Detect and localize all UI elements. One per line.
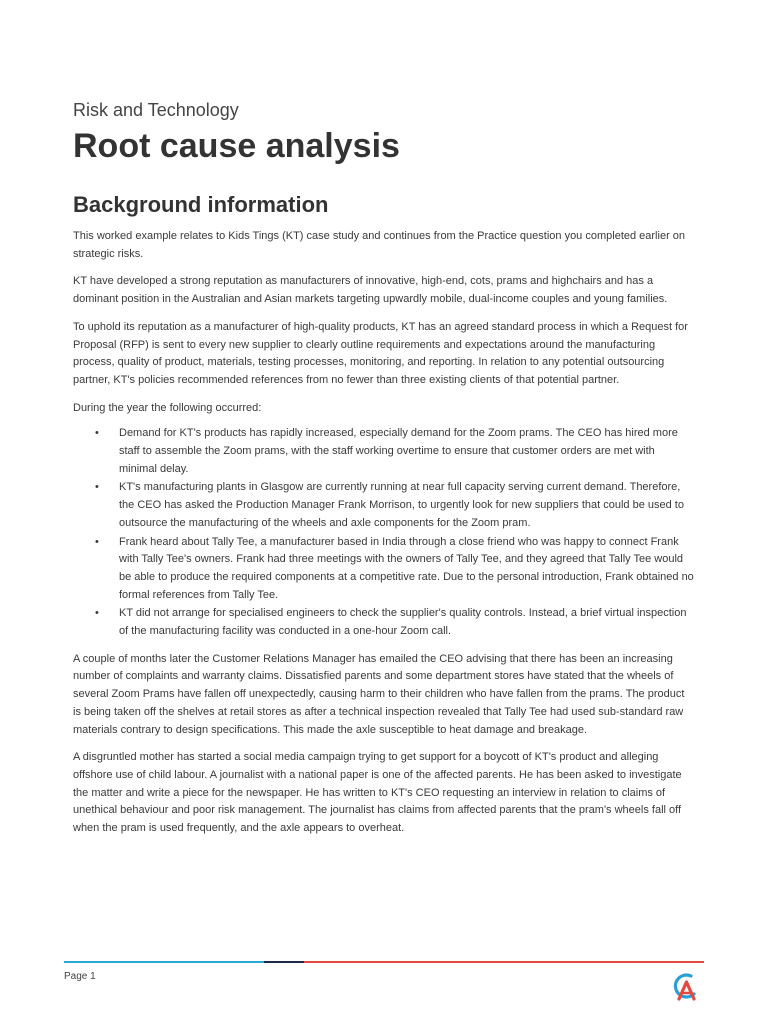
document-subject: Risk and Technology (73, 100, 239, 120)
paragraph-intro: This worked example relates to Kids Tings (KT) case study and continues from the Practice question you completed earlier on strategic risks. (73, 230, 686, 260)
bullet-icon: • (95, 535, 99, 548)
paragraph-reputation: KT have developed a strong reputation as manufacturers of innovative, high-end, cots, prams and highchairs and has a dominant position in the Australian and Asian markets targeting upwardly mobile, dual-income couples and young families. (73, 275, 668, 306)
paragraph-rfp-policy: To uphold its reputation as a manufacturer of high-quality products, KT has an agreed standard process in which a Request for Proposal (RFP) is sent to every new supplier to clearly outline requirements and expectations around the manufacturing process, quality of product, materials, testing processes, monitoring, and reporting. In relation to any potential outsourcing partner, KT's policies recommended references from no fewer than three existing clients of that potential partner. (73, 320, 688, 386)
events-list (73, 425, 695, 640)
footer-divider-navy (264, 961, 304, 963)
footer-divider-blue (64, 961, 264, 963)
paragraph-complaints: A couple of months later the Customer Relations Manager has emailed the CEO advising that there has been an increasing number of complaints and warranty claims. Dissatisfied parents and some department stores have stated that the wheels of several Zoom Prams have fallen off unexpectedly, causing harm to their children who have fallen from the prams. The product is being taken off the shelves at retail stores as after a technical inspection revealed that Tally Tee had used sub-standard raw materials contrary to design specifications. This made the axle susceptible to heat damage and breakage. (73, 652, 685, 736)
bullet-icon: • (95, 481, 99, 494)
footer-divider (64, 961, 704, 963)
list-item-text: Demand for KT's products has rapidly increased, especially demand for the Zoom prams. The CEO has hired more staff to assemble the Zoom prams, with the staff working overtime to ensure that customer orders are met with minimal delay. (119, 427, 678, 475)
ca-logo-icon (670, 970, 702, 1002)
section-heading: Background information (73, 192, 329, 217)
list-item-text: KT's manufacturing plants in Glasgow are currently running at near full capacity serving current demand. Therefore, the CEO has asked the Production Manager Frank Morrison, to urgently look for new suppliers that could be used to outsource the manufacturing of the wheels and axle components for the Zoom pram. (119, 481, 684, 529)
list-item (73, 605, 695, 640)
list-item-text: Frank heard about Tally Tee, a manufacturer based in India through a close friend who was happy to connect Frank with Tally Tee's owners. Frank had three meetings with the owners of Tally Tee, and they agreed that Tally Tee would be able to produce the required components at a competitive rate. Due to the personal introduction, Frank obtained no formal references from Tally Tee. (119, 535, 694, 601)
document-title: Root cause analysis (73, 127, 400, 165)
bullet-icon: • (95, 607, 99, 620)
paragraph-during-year: During the year the following occurred: (73, 401, 262, 414)
list-item-text: KT did not arrange for specialised engineers to check the supplier's quality controls. Instead, a brief virtual inspection of the manufacturing facility was conducted in a one-hour Zoom call. (119, 607, 687, 638)
list-item (73, 425, 695, 478)
footer-divider-red (304, 961, 704, 963)
document-page (73, 98, 695, 838)
list-item (73, 534, 695, 605)
bullet-icon: • (95, 427, 99, 440)
paragraph-media-campaign: A disgruntled mother has started a social media campaign trying to get support for a boycott of KT's product and alleging offshore use of child labour. A journalist with a national paper is one of the affected parents. He has been asked to investigate the matter and write a piece for the newspaper. He has written to KT's CEO requesting an interview in relation to claims of unethical behaviour and poor risk management. The journalist has claims from affected parents that the pram's wheels fall off when the pram is used frequently, and the axle appears to overheat. (73, 751, 682, 835)
page-number: Page 1 (64, 971, 96, 982)
list-item (73, 479, 695, 532)
